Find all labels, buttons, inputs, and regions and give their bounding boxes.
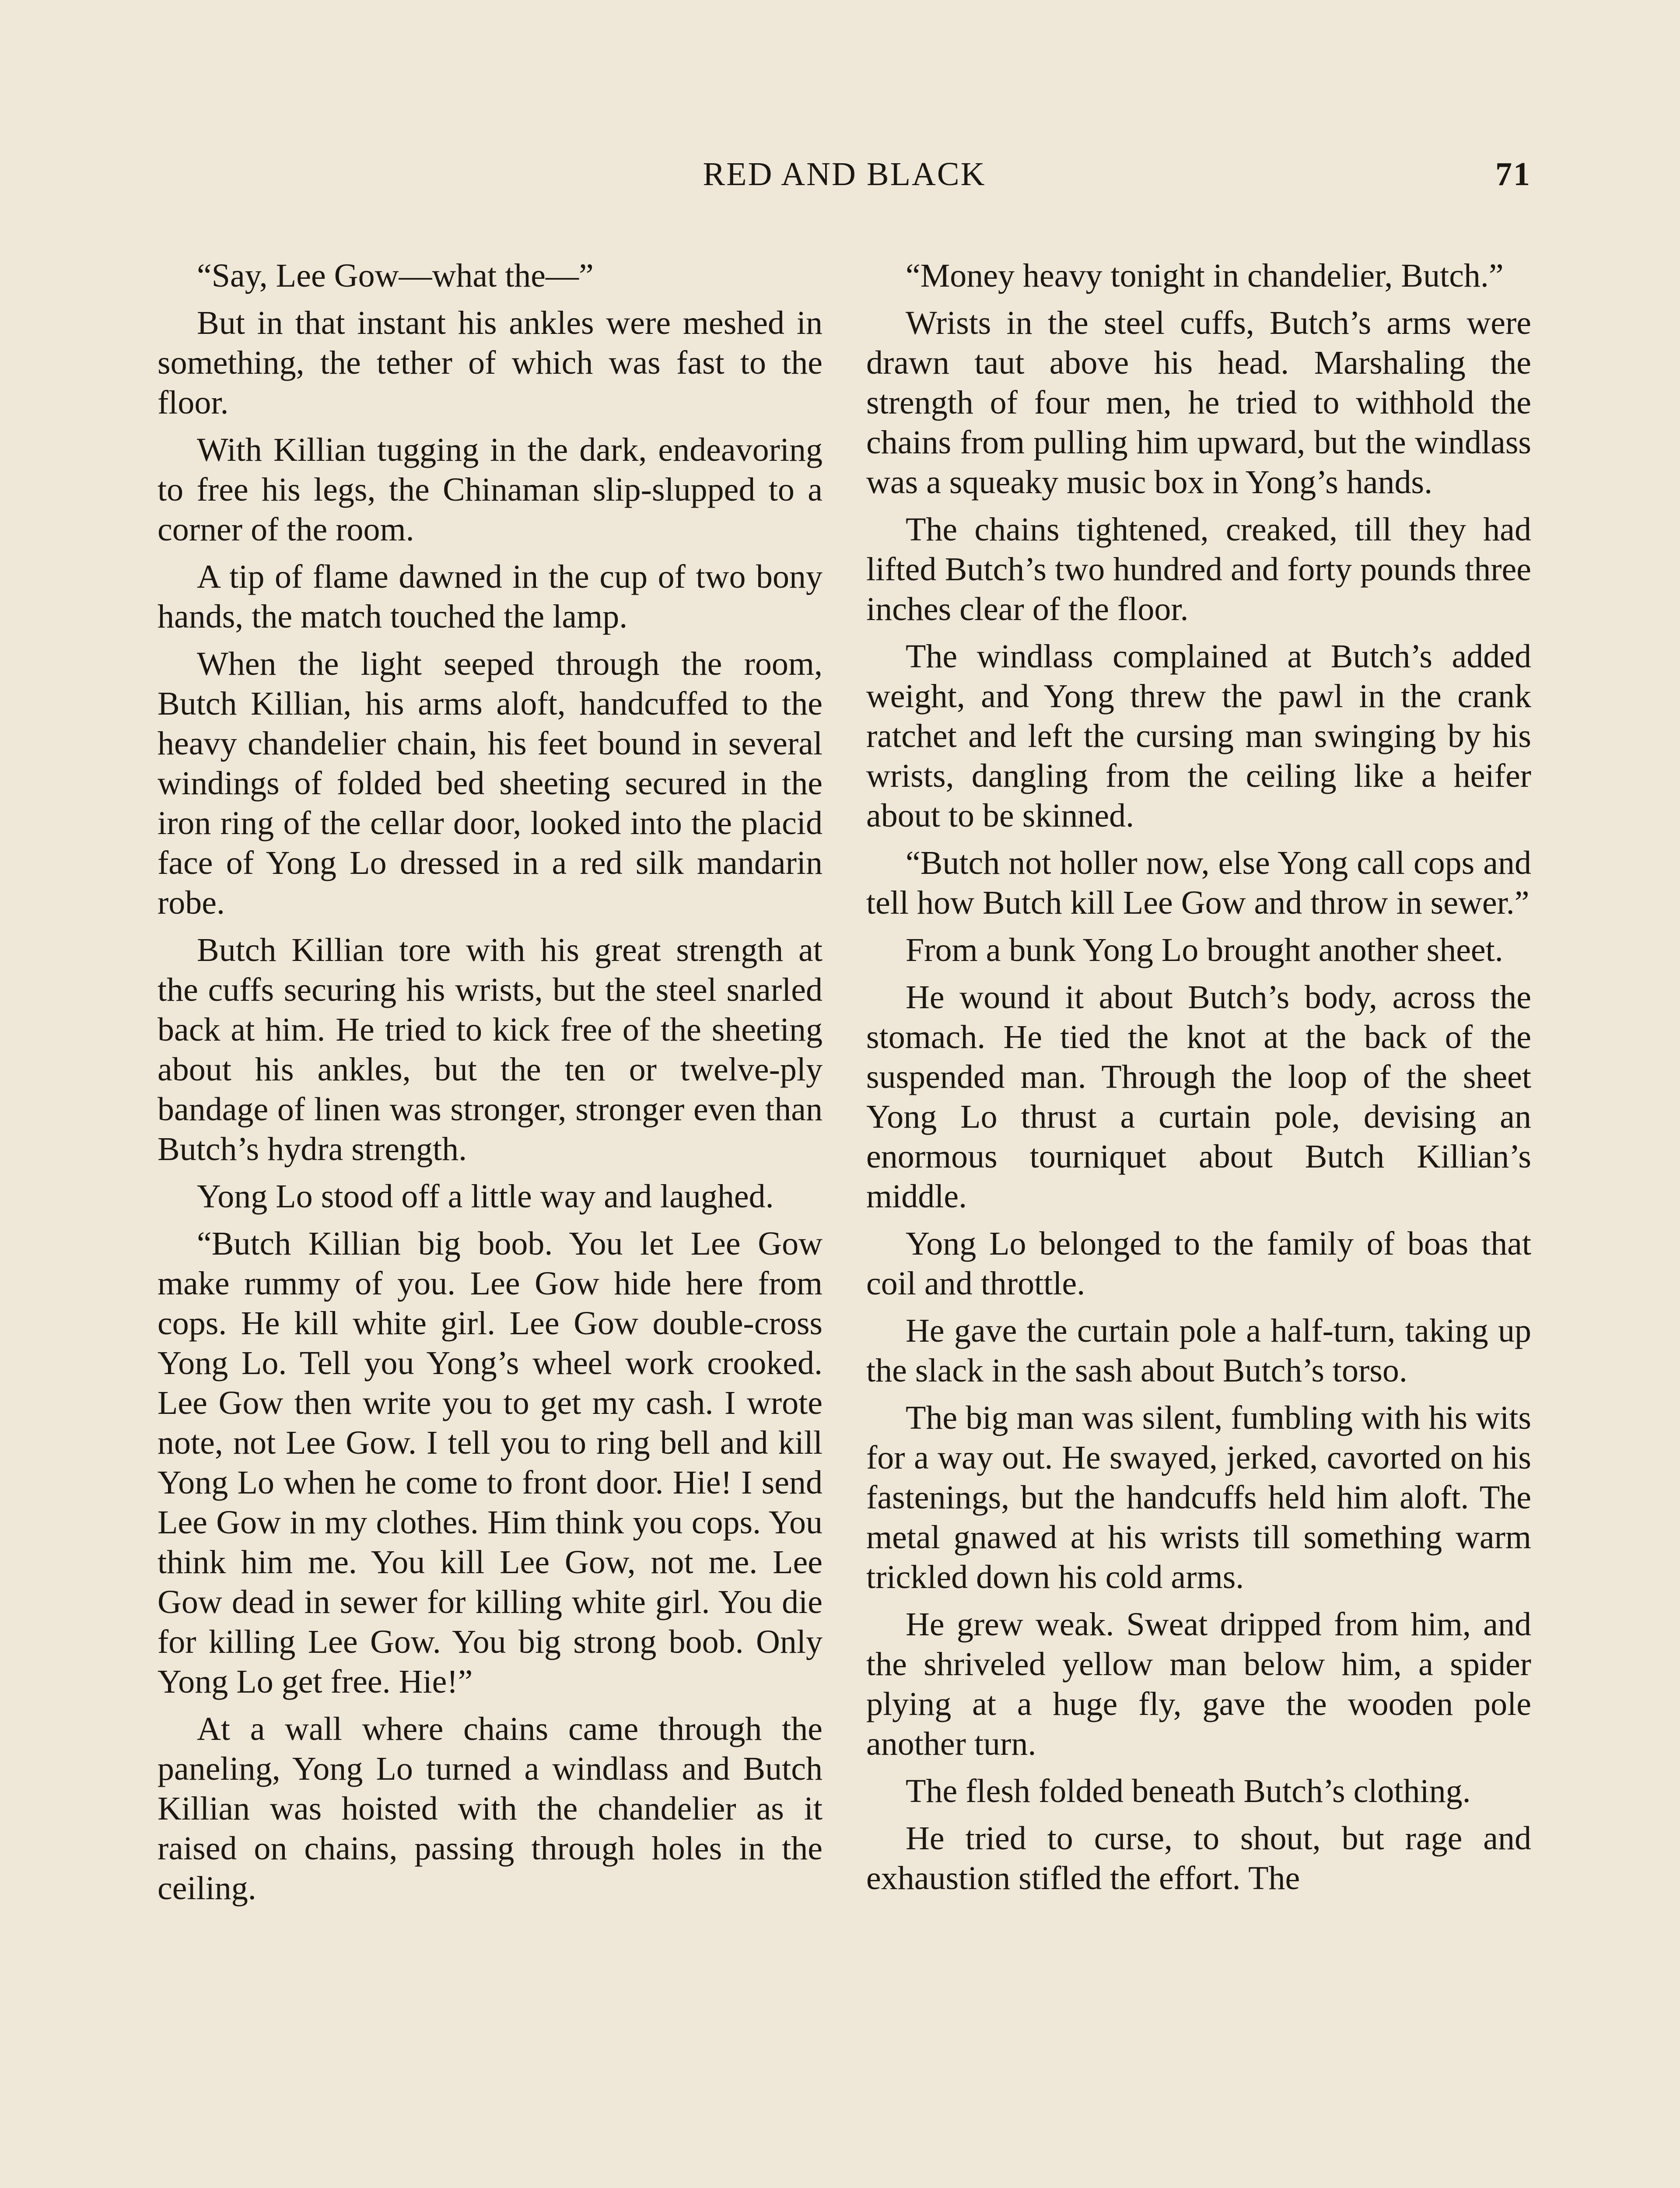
paragraph: From a bunk Yong Lo brought another sheet. bbox=[906, 932, 1503, 968]
paragraph: When the light seeped through the room, Butch Killian, his arms aloft, handcuffed to the heavy chandelier chain, his feet bound in several windings of folded bed sheeting secured in the iron ring of the cellar door, looked into the placid face of Yong Lo dressed in a red silk mandarin robe. bbox=[158, 645, 822, 921]
paragraph: Yong Lo stood off a little way and laughed. bbox=[197, 1178, 774, 1215]
paragraph: But in that instant his ankles were meshed in something, the tether of which was fast to the floor. bbox=[158, 305, 822, 421]
paragraph: “Say, Lee Gow—what the—” bbox=[197, 257, 594, 294]
running-title: RED AND BLACK bbox=[703, 156, 986, 193]
paragraph: He wound it about Butch’s body, across the stomach. He tied the knot at the back of the suspended man. Through the loop of the sheet Yong Lo thrust a curtain pole, devising an enormous tourniquet about Butch Killian’s middle. bbox=[866, 979, 1531, 1215]
paragraph: He grew weak. Sweat dripped from him, and the shriveled yellow man below him, a spider plying at a huge fly, gave the wooden pole another turn. bbox=[866, 1606, 1531, 1762]
running-head bbox=[158, 155, 1531, 203]
page-number: 71 bbox=[1495, 156, 1531, 193]
paragraph: Butch Killian tore with his great strength at the cuffs securing his wrists, but the steel snarled back at him. He tried to kick free of the sheeting about his ankles, but the ten or twelve-ply bandage of linen was stronger, stronger even than Butch’s hydra strength. bbox=[158, 932, 822, 1168]
paragraph: “Butch not holler now, else Yong call cops and tell how Butch kill Lee Gow and throw in sewer.” bbox=[866, 845, 1531, 921]
paragraph: The chains tightened, creaked, till they had lifted Butch’s two hundred and forty pounds three inches clear of the floor. bbox=[866, 511, 1531, 628]
paragraph: Yong Lo belonged to the family of boas that coil and throttle. bbox=[866, 1225, 1531, 1302]
paragraph: The flesh folded beneath Butch’s clothing. bbox=[906, 1773, 1471, 1809]
paragraph: The windlass complained at Butch’s added weight, and Yong threw the pawl in the crank ratchet and left the cursing man swinging by his wrists, dangling from the ceiling like a heifer about to be skinned. bbox=[866, 638, 1531, 834]
paragraph: He tried to curse, to shout, but rage and exhaustion stifled the effort. The bbox=[866, 1820, 1531, 1897]
paragraph: He gave the curtain pole a half-turn, taking up the slack in the sash about Butch’s torso. bbox=[866, 1312, 1531, 1389]
paragraph: A tip of flame dawned in the cup of two bony hands, the match touched the lamp. bbox=[158, 558, 822, 635]
paragraph: The big man was silent, fumbling with his wits for a way out. He swayed, jerked, cavorted on his fastenings, but the handcuffs held him aloft. The metal gnawed at his wrists till something warm trickled down his cold arms. bbox=[866, 1399, 1531, 1595]
left-column bbox=[158, 256, 822, 1916]
paragraph: At a wall where chains came through the paneling, Yong Lo turned a windlass and Butch Killian was hoisted with the chandelier as it raised on chains, passing through holes in the ceiling. bbox=[158, 1711, 822, 1907]
paragraph: “Money heavy tonight in chandelier, Butch.” bbox=[906, 257, 1504, 294]
paragraph: Wrists in the steel cuffs, Butch’s arms were drawn taut above his head. Marshaling the strength of four men, he tried to withhold the chains from pulling him upward, but the windlass was a squeaky music box in Yong’s hands. bbox=[866, 305, 1531, 501]
paragraph: With Killian tugging in the dark, endeavoring to free his legs, the Chinaman slip-slupped to a corner of the room. bbox=[158, 431, 822, 548]
right-column bbox=[866, 256, 1531, 1906]
paragraph: “Butch Killian big boob. You let Lee Gow make rummy of you. Lee Gow hide here from cops. He kill white girl. Lee Gow double-cross Yong Lo. Tell you Yong’s wheel work crooked. Lee Gow then write you to get my cash. I wrote note, not Lee Gow. I tell you to ring bell and kill Yong Lo when he come to front door. Hie! I send Lee Gow in my clothes. Him think you cops. You think him me. You kill Lee Gow, not me. Lee Gow dead in sewer for killing white girl. You die for killing Lee Gow. You big strong boob. Only Yong Lo get free. Hie!” bbox=[158, 1225, 822, 1700]
